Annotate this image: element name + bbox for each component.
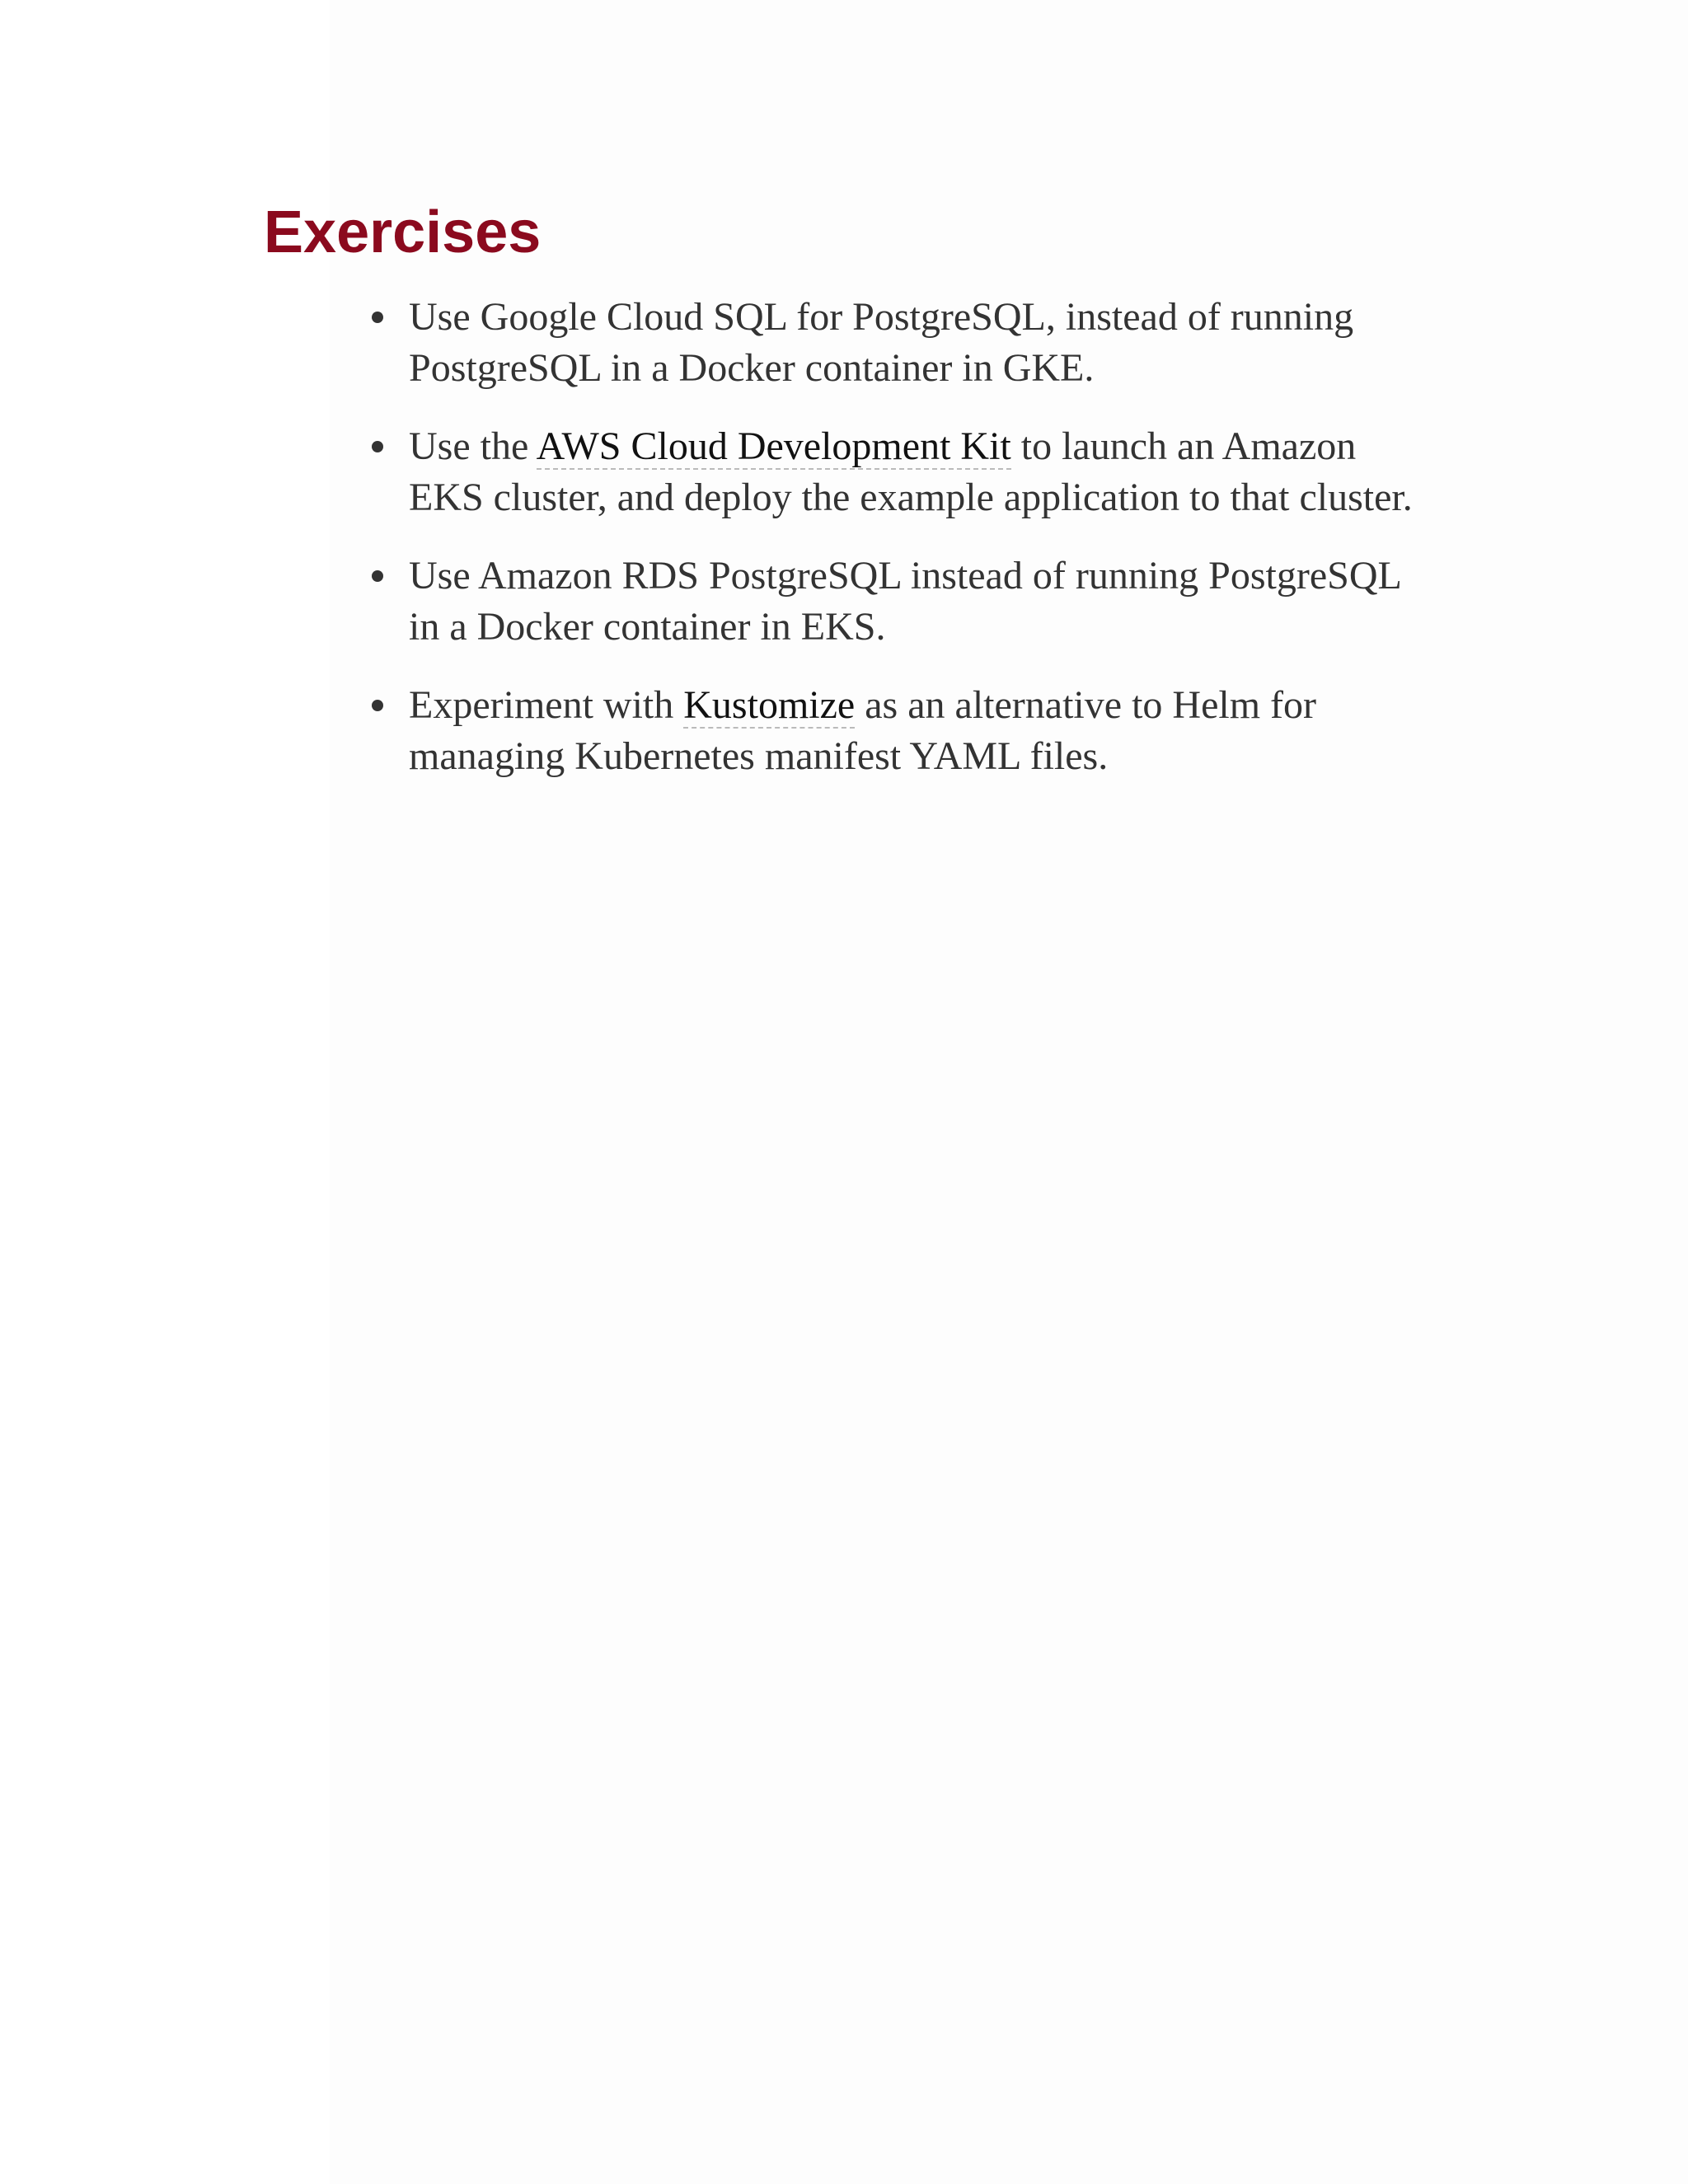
list-item xyxy=(409,292,1431,394)
content-area xyxy=(264,190,1451,809)
list-item-text: Use Google Cloud SQL for PostgreSQL, instead of running PostgreSQL in a Docker container in GKE. xyxy=(409,295,1354,390)
bullet-icon xyxy=(372,312,383,323)
kustomize-link[interactable]: Kustomize xyxy=(683,683,856,727)
bullet-icon xyxy=(372,441,383,452)
page-title: Exercises xyxy=(264,199,542,265)
list-item xyxy=(409,551,1431,653)
list-item xyxy=(409,680,1431,782)
list-item-text: to launch an Amazon EKS cluster, and deploy the example application to that cluster. xyxy=(409,424,1413,519)
list-item-text: Experiment with xyxy=(409,683,684,727)
exercise-list xyxy=(264,292,1451,782)
bullet-icon xyxy=(372,570,383,582)
list-item xyxy=(409,421,1431,523)
list-item-text: Use the xyxy=(409,424,537,468)
list-item-text: as an alternative to Helm for managing Kubernetes manifest YAML files. xyxy=(409,683,1317,778)
aws-cdk-link[interactable]: AWS Cloud Development Kit xyxy=(536,424,1011,468)
list-item-text: Use Amazon RDS PostgreSQL instead of running PostgreSQL in a Docker container in EKS. xyxy=(409,554,1401,649)
bullet-icon xyxy=(372,700,383,711)
